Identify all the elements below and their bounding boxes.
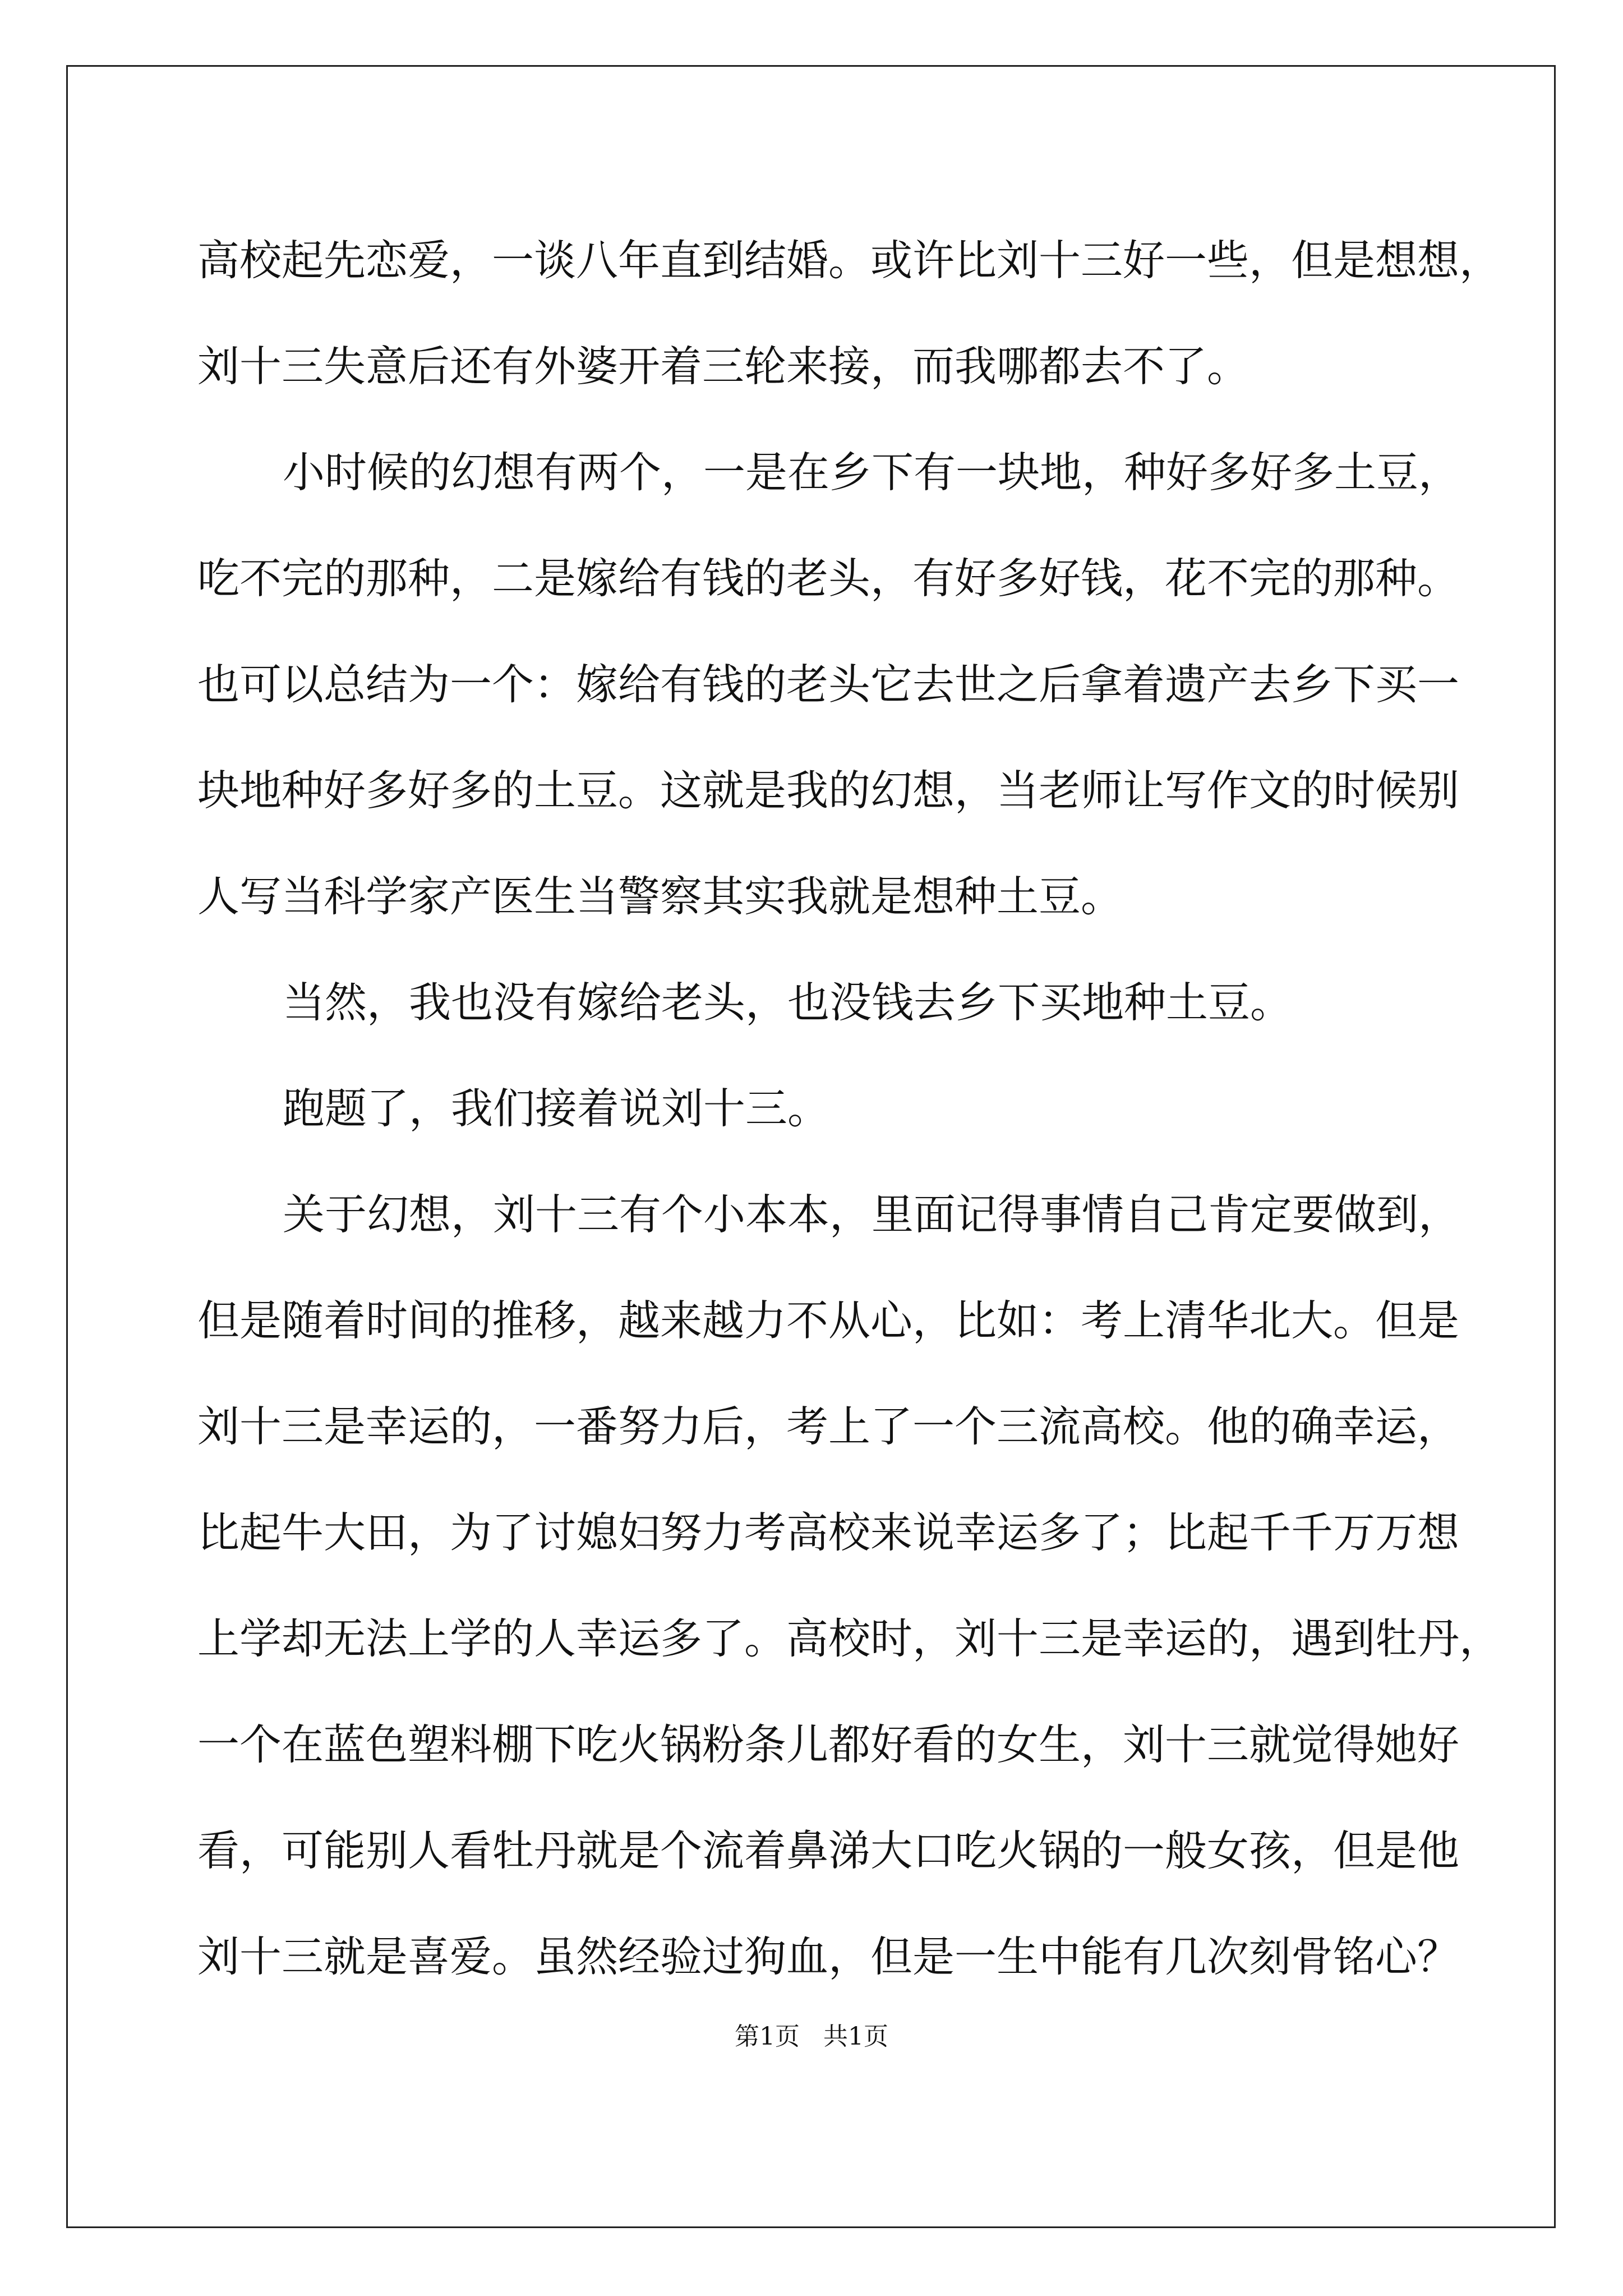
text-line: 关于幻想，刘十三有个小本本，里面记得事情自己肯定要做到， [283,1190,1461,1239]
text-line: 当然，我也没有嫁给老头，也没钱去乡下买地种土豆。 [283,978,1293,1027]
text-line: 人写当科学家产医生当警察其实我就是想种土豆。 [197,872,1123,921]
text-line: 块地种好多好多的土豆。这就是我的幻想，当老师让写作文的时候别 [197,766,1460,815]
text-line: 但是随着时间的推移，越来越力不从心，比如：考上清华北大。但是 [197,1296,1460,1345]
text-line: 刘十三就是喜爱。虽然经验过狗血，但是一生中能有几次刻骨铭心？ [197,1932,1460,1981]
text-line: 比起牛大田，为了讨媳妇努力考高校来说幸运多了；比起千千万万想 [197,1508,1460,1557]
text-line: 刘十三是幸运的，一番努力后，考上了一个三流高校。他的确幸运， [197,1402,1460,1451]
document-body [197,208,1502,2010]
text-line: 看，可能别人看牡丹就是个流着鼻涕大口吃火锅的一般女孩，但是他 [197,1826,1460,1875]
text-line: 高校起先恋爱，一谈八年直到结婚。或许比刘十三好一些，但是想想， [197,236,1502,285]
text-line: 刘十三失意后还有外婆开着三轮来接，而我哪都去不了。 [197,342,1249,391]
text-line: 上学却无法上学的人幸运多了。高校时，刘十三是幸运的，遇到牡丹， [197,1614,1502,1663]
page-footer: 第1页 共1页 [735,2022,888,2051]
text-line: 小时候的幻想有两个，一是在乡下有一块地，种好多好多土豆， [283,448,1461,497]
text-line: 跑题了，我们接着说刘十三。 [283,1084,830,1133]
text-line: 吃不完的那种，二是嫁给有钱的老头，有好多好钱，花不完的那种。 [197,554,1460,603]
text-line: 一个在蓝色塑料棚下吃火锅粉条儿都好看的女生，刘十三就觉得她好 [197,1720,1460,1769]
text-line: 也可以总结为一个：嫁给有钱的老头它去世之后拿着遗产去乡下买一 [197,660,1460,709]
